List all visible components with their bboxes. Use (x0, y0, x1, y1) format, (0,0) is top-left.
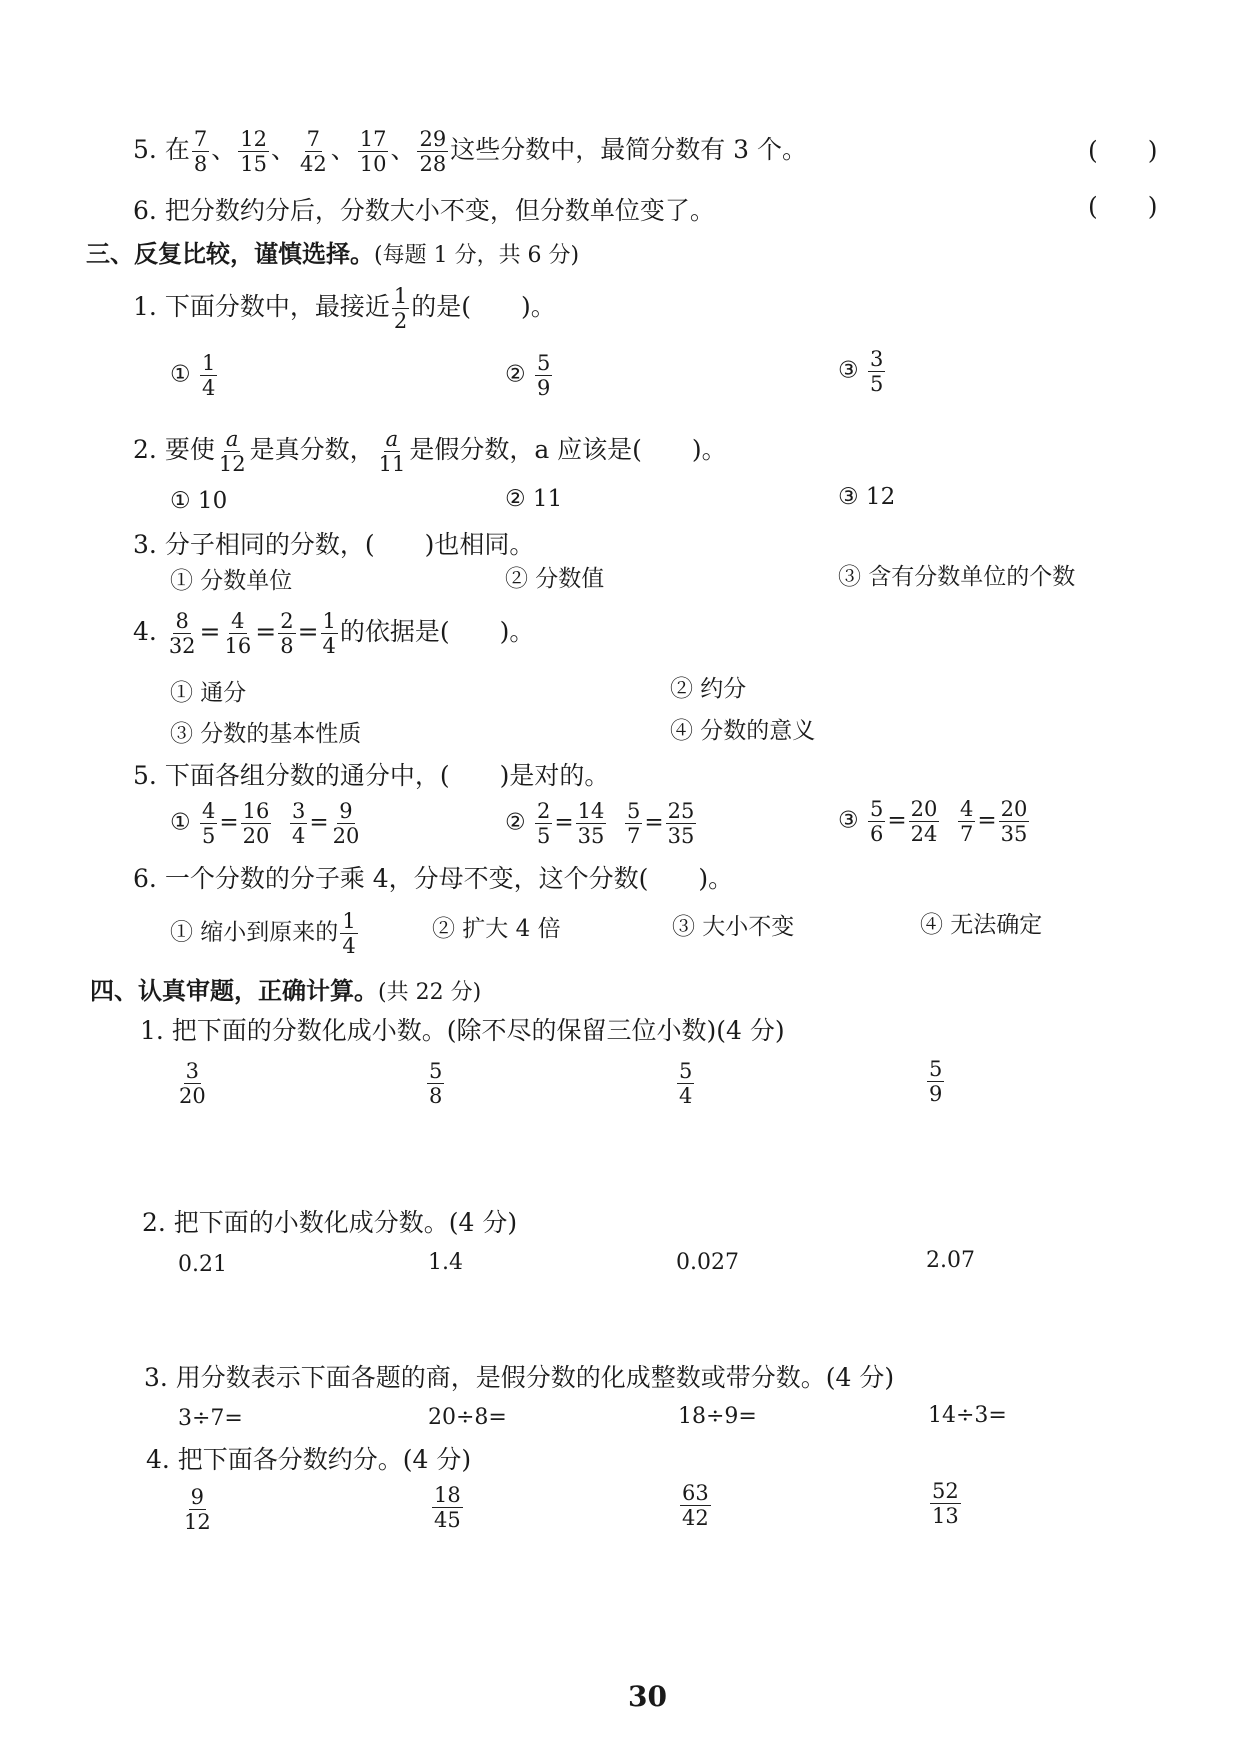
option[interactable]: ③ $\frac{5}{6}$ = $\frac{20}{24}$ $\frac{4}{7}$ = $\frac{20}{35}$ (838, 797, 1028, 847)
fraction: $\frac{1}{4}$ (342, 909, 356, 959)
option[interactable]: ① 10 (170, 488, 228, 514)
page-number: 30 (628, 1680, 667, 1713)
fraction: $\frac{2}{8}$ (280, 609, 294, 659)
fraction: $\frac{52}{13}$ (932, 1479, 959, 1529)
fraction: $\frac{3}{5}$ (869, 347, 884, 397)
division-expr: 20÷8= (428, 1405, 507, 1430)
fraction: $\frac{29}{28}$ (419, 127, 447, 177)
judge-q5: 5. 在 $\frac{7}{8}$ 、 $\frac{12}{15}$ 、 $\frac{7}{42}$ 、 $\frac{17}{10}$ 、 $\frac{29}{28}$ 这些分数中，最简分数有 3 个。 (133, 127, 808, 177)
option[interactable]: ② 扩大 4 倍 (432, 916, 561, 942)
fraction: $\frac{5}{4}$ (679, 1059, 693, 1109)
decimal-value: 2.07 (926, 1248, 975, 1273)
option[interactable]: ③ 含有分数单位的个数 (838, 564, 1076, 590)
s3-q6: 6. 一个分数的分子乘 4，分母不变，这个分数( )。 (133, 864, 734, 893)
fraction: $\frac{1}{4}$ (201, 351, 216, 401)
s3-q3: 3. 分子相同的分数，( )也相同。 (133, 530, 535, 559)
answer-blank[interactable]: ( ) (1088, 192, 1158, 221)
fraction: $\frac{7}{42}$ (299, 127, 327, 177)
division-expr: 3÷7= (178, 1406, 243, 1431)
option[interactable]: ① 通分 (170, 680, 247, 706)
fraction: $\frac{17}{10}$ (359, 127, 387, 177)
option[interactable]: ① 缩小到原来的 $\frac{1}{4}$ (170, 909, 356, 959)
fraction: $\frac{7}{8}$ (193, 127, 208, 177)
option[interactable]: ② 11 (505, 486, 563, 512)
section-title: 三、反复比较，谨慎选择。 (86, 240, 374, 268)
option[interactable]: ① $\frac{1}{4}$ (170, 351, 216, 401)
decimal-value: 0.21 (178, 1252, 227, 1277)
option[interactable]: ③ 大小不变 (672, 914, 795, 940)
judge-q6: 6. 把分数约分后，分数大小不变，但分数单位变了。 (133, 196, 715, 225)
fraction: $\frac{5}{9}$ (929, 1057, 943, 1107)
s4-q1: 1. 把下面的分数化成小数。(除不尽的保留三位小数)(4 分) (140, 1016, 785, 1045)
q-number: 6. (133, 196, 157, 225)
s3-q4: 4. $\frac{8}{32}$ = $\frac{4}{16}$ = $\frac{2}{8}$ = $\frac{1}{4}$ 的依据是( )。 (133, 609, 535, 659)
option[interactable]: ③ $\frac{3}{5}$ (838, 347, 884, 397)
fraction: $\frac{a}{12}$ (218, 427, 246, 477)
option[interactable]: ③ 分数的基本性质 (170, 721, 362, 747)
fraction: $\frac{a}{11}$ (378, 427, 406, 477)
fraction: $\frac{4}{16}$ (224, 609, 252, 659)
option[interactable]: ④ 分数的意义 (670, 718, 816, 744)
s3-q2: 2. 要使 $\frac{a}{12}$ 是真分数， $\frac{a}{11}$ 是假分数，a 应该是( )。 (133, 427, 727, 477)
option[interactable]: ② 分数值 (505, 566, 605, 592)
s4-q4: 4. 把下面各分数约分。(4 分) (146, 1445, 472, 1474)
section-note: (每题 1 分，共 6 分) (374, 243, 580, 268)
section-title: 四、认真审题，正确计算。 (90, 977, 378, 1005)
division-expr: 18÷9= (678, 1404, 757, 1429)
decimal-value: 0.027 (676, 1250, 739, 1275)
fraction: $\frac{63}{42}$ (682, 1481, 709, 1531)
option[interactable]: ④ 无法确定 (920, 912, 1043, 938)
option[interactable]: ② $\frac{2}{5}$ = $\frac{14}{35}$ $\frac{5}{7}$ = $\frac{25}{35}$ (505, 799, 695, 849)
option[interactable]: ② $\frac{5}{9}$ (505, 351, 551, 401)
fraction: $\frac{5}{8}$ (429, 1059, 443, 1109)
option[interactable]: ③ 12 (838, 484, 896, 510)
fraction: $\frac{12}{15}$ (240, 127, 267, 177)
fraction: $\frac{1}{2}$ (393, 284, 408, 334)
section4-heading (90, 978, 481, 1004)
section-note: (共 22 分) (378, 980, 482, 1005)
fraction: $\frac{5}{9}$ (536, 351, 551, 401)
s4-q3: 3. 用分数表示下面各题的商，是假分数的化成整数或带分数。(4 分) (144, 1363, 895, 1392)
fraction: $\frac{3}{20}$ (179, 1059, 206, 1109)
s4-q2: 2. 把下面的小数化成分数。(4 分) (142, 1208, 518, 1237)
fraction: $\frac{1}{4}$ (322, 609, 336, 659)
fraction: $\frac{9}{12}$ (184, 1485, 211, 1535)
division-expr: 14÷3= (928, 1403, 1007, 1428)
option[interactable]: ① $\frac{4}{5}$ = $\frac{16}{20}$ $\frac{3}{4}$ = $\frac{9}{20}$ (170, 799, 360, 849)
decimal-value: 1.4 (428, 1250, 463, 1275)
s3-q5: 5. 下面各组分数的通分中，( )是对的。 (133, 761, 610, 790)
fraction: $\frac{18}{45}$ (434, 1483, 461, 1533)
s3-q1: 1. 下面分数中，最接近 $\frac{1}{2}$ 的是( )。 (133, 284, 556, 334)
option[interactable]: ② 约分 (670, 676, 747, 702)
section3-heading (86, 241, 579, 267)
answer-blank[interactable]: ( ) (1088, 136, 1158, 165)
fraction: $\frac{8}{32}$ (168, 609, 196, 659)
q-number: 5. (133, 135, 157, 165)
option[interactable]: ① 分数单位 (170, 568, 293, 594)
